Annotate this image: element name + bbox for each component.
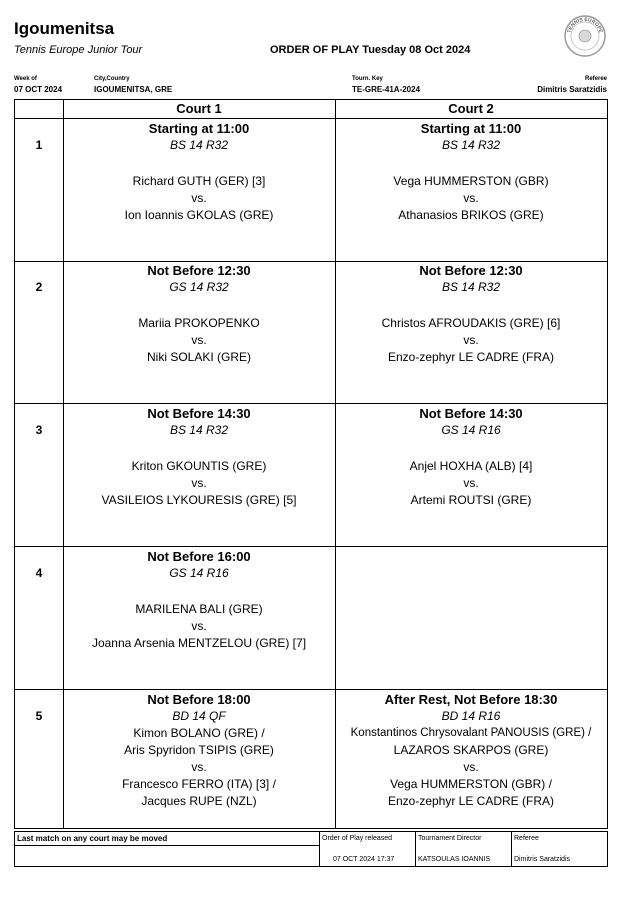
player-line: Ion Ioannis GKOLAS (GRE): [124, 208, 274, 222]
match-time: Not Before 12:30: [147, 263, 251, 278]
match-time: Not Before 16:00: [147, 549, 251, 564]
week-value: 07 OCT 2024: [14, 85, 63, 94]
match-event: BD 14 QF: [172, 709, 226, 723]
order-of-play-grid: [14, 99, 608, 829]
grid-divider: [15, 118, 607, 119]
versus: vs.: [191, 333, 207, 347]
player-line: Konstantinos Chrysovalant PANOUSIS (GRE) /: [350, 727, 592, 739]
tournament-city-title: Igoumenitsa: [14, 19, 115, 38]
footer-divider: [319, 832, 320, 866]
tourn-key-label: Tourn. Key: [352, 76, 383, 82]
match-event: GS 14 R16: [441, 423, 501, 437]
match-time: Not Before 14:30: [147, 406, 251, 421]
row-number: 5: [35, 709, 43, 723]
week-label: Week of: [14, 76, 37, 82]
director-value: KATSOULAS IOANNIS: [418, 856, 491, 863]
match-time: Not Before 14:30: [419, 406, 523, 421]
player-line: Vega HUMMERSTON (GBR) /: [390, 777, 552, 791]
footer-referee-value: Dimitris Saratzidis: [514, 856, 571, 863]
tour-name: Tennis Europe Junior Tour: [14, 44, 143, 56]
grid-divider: [15, 546, 607, 547]
match-cell: [63, 120, 335, 224]
court-header: Court 1: [176, 101, 222, 116]
player-line: Artemi ROUTSI (GRE): [410, 493, 532, 507]
grid-divider: [15, 689, 607, 690]
player-line: Joanna Arsenia MENTZELOU (GRE) [7]: [91, 636, 307, 650]
match-event: GS 14 R16: [169, 566, 229, 580]
footer-referee-label: Referee: [514, 835, 539, 842]
match-time: Starting at 11:00: [420, 121, 522, 136]
referee-value: Dimitris Saratzidis: [537, 85, 607, 94]
row-number: 4: [35, 566, 43, 580]
referee-label: Referee: [584, 76, 607, 82]
player-line: VASILEIOS LYKOURESIS (GRE) [5]: [101, 493, 297, 507]
match-cell: [63, 548, 335, 652]
row-number: 3: [35, 423, 43, 437]
versus: vs.: [191, 760, 207, 774]
city-value: IGOUMENITSA, GRE: [94, 85, 173, 94]
versus: vs.: [463, 760, 479, 774]
match-event: BS 14 R32: [169, 138, 229, 152]
court-header: Court 2: [448, 101, 494, 116]
match-event: BS 14 R32: [441, 280, 501, 294]
player-line: Vega HUMMERSTON (GBR): [393, 174, 549, 188]
footer-divider: [511, 832, 512, 866]
player-line: Niki SOLAKI (GRE): [146, 350, 251, 364]
versus: vs.: [191, 191, 207, 205]
match-time: Not Before 18:00: [147, 692, 251, 707]
match-time: After Rest, Not Before 18:30: [384, 692, 558, 707]
player-line: Enzo-zephyr LE CADRE (FRA): [387, 794, 555, 808]
player-line: Kimon BOLANO (GRE) /: [133, 726, 265, 740]
match-cell: [63, 405, 335, 509]
match-time: Not Before 12:30: [419, 263, 523, 278]
match-time: Starting at 11:00: [148, 121, 250, 136]
footer-box: [14, 831, 608, 867]
match-cell: [63, 262, 335, 366]
logo-text: TENNIS EUROPE: [566, 16, 604, 34]
player-line: LAZAROS SKARPOS (GRE): [393, 743, 549, 757]
player-line: Anjel HOXHA (ALB) [4]: [409, 459, 533, 473]
order-of-play-title: ORDER OF PLAY Tuesday 08 Oct 2024: [270, 44, 471, 56]
versus: vs.: [191, 476, 207, 490]
footer-note: Last match on any court may be moved: [17, 834, 168, 843]
versus: vs.: [463, 476, 479, 490]
versus: vs.: [191, 619, 207, 633]
match-cell: [335, 262, 607, 366]
player-line: Kriton GKOUNTIS (GRE): [131, 459, 267, 473]
footer-divider: [15, 845, 319, 846]
match-event: BS 14 R32: [169, 423, 229, 437]
versus: vs.: [463, 191, 479, 205]
player-line: Richard GUTH (GER) [3]: [132, 174, 266, 188]
match-cell: [335, 120, 607, 224]
player-line: Enzo-zephyr LE CADRE (FRA): [387, 350, 555, 364]
player-line: Christos AFROUDAKIS (GRE) [6]: [381, 316, 561, 330]
footer-divider: [415, 832, 416, 866]
tourn-key-value: TE-GRE-41A-2024: [352, 85, 421, 94]
director-label: Tournament Director: [418, 835, 482, 842]
tennis-europe-logo: [563, 14, 607, 58]
match-event: BS 14 R32: [441, 138, 501, 152]
player-line: Mariia PROKOPENKO: [138, 316, 260, 330]
released-label: Order of Play released: [322, 835, 393, 842]
match-cell: [63, 691, 335, 810]
city-label: City,Country: [94, 76, 130, 82]
match-event: BD 14 R16: [441, 709, 501, 723]
released-value: 07 OCT 2024 17:37: [333, 856, 395, 863]
match-cell: [335, 405, 607, 509]
match-cell: [335, 691, 607, 810]
row-number: 2: [35, 280, 43, 294]
player-line: Francesco FERRO (ITA) [3] /: [122, 777, 276, 791]
player-line: Aris Spyridon TSIPIS (GRE): [124, 743, 274, 757]
versus: vs.: [463, 333, 479, 347]
player-line: Jacques RUPE (NZL): [141, 794, 257, 808]
player-line: Athanasios BRIKOS (GRE): [398, 208, 544, 222]
grid-divider: [15, 403, 607, 404]
match-event: GS 14 R32: [169, 280, 229, 294]
row-number: 1: [35, 138, 43, 152]
player-line: MARILENA BALI (GRE): [135, 602, 263, 616]
